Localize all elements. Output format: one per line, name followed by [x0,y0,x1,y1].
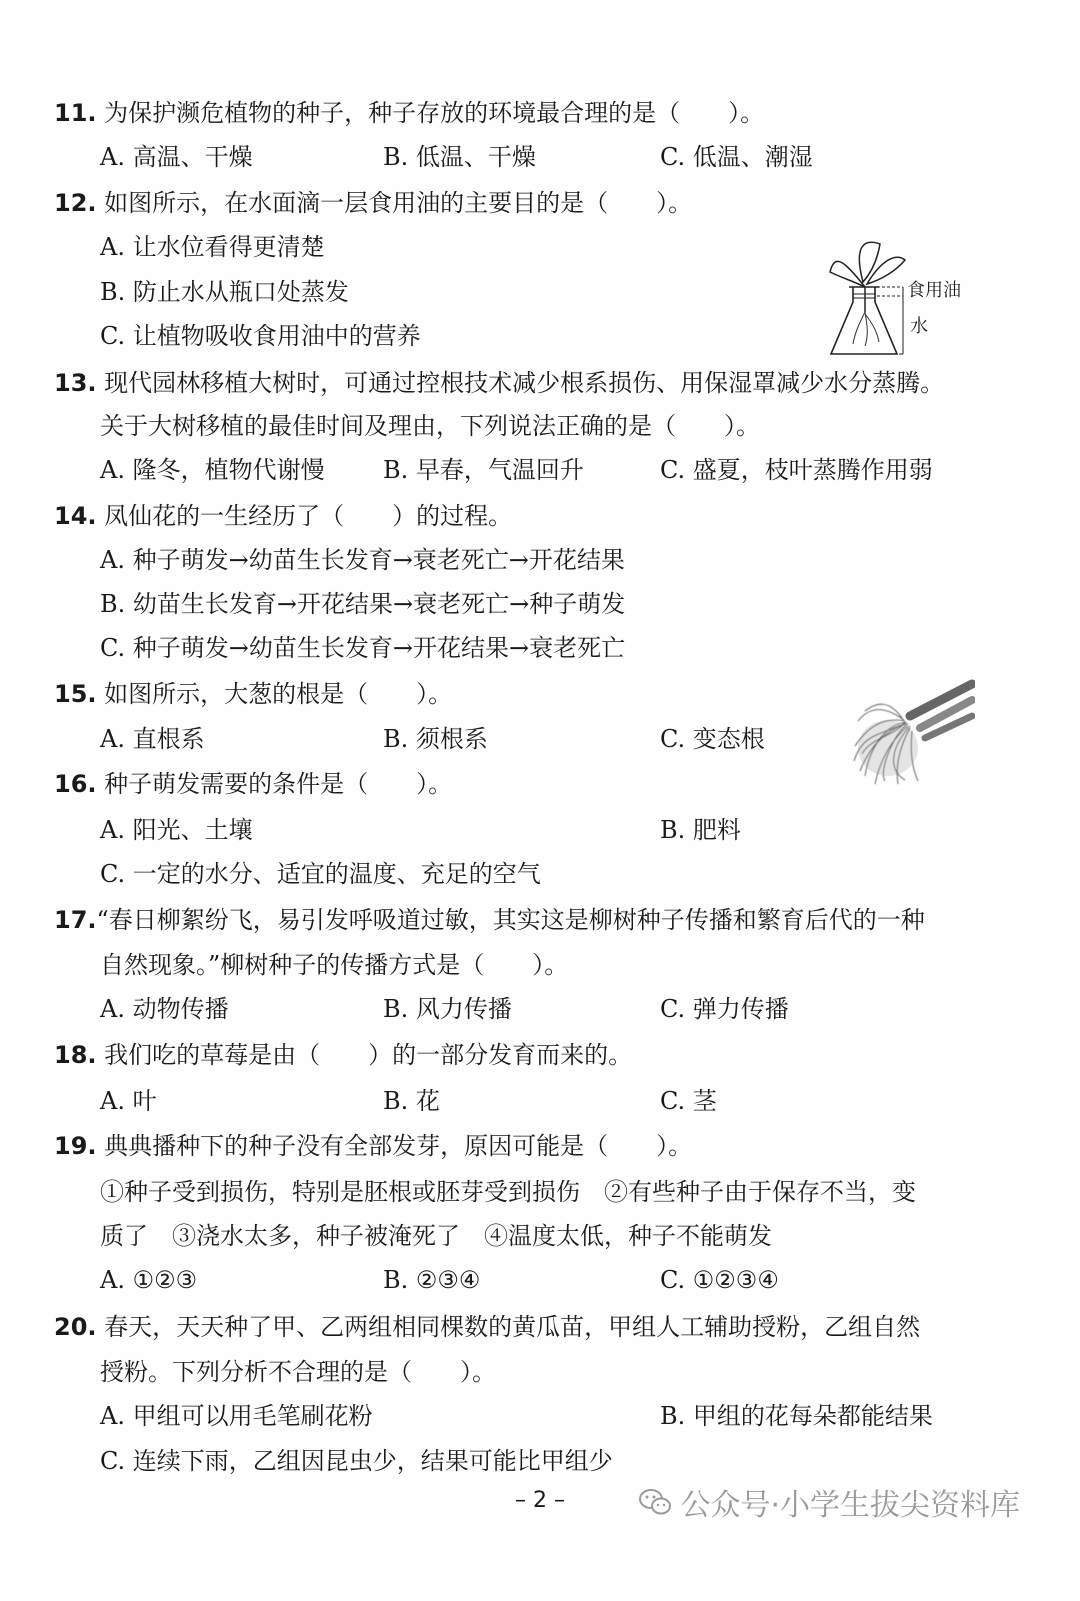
option-16-c: C. 一定的水分、适宜的温度、充足的空气 [100,860,541,888]
scallion-roots-figure [850,676,975,786]
question-19-stem-2: ①种子受到损伤，特别是胚根或胚芽受到损伤 ②有些种子由于保存不当，变 [100,1178,916,1206]
watermark-text: 公众号·小学生拔尖资料库 [680,1488,1020,1523]
option-15-c: C. 变态根 [660,725,765,753]
option-13-c: C. 盛夏，枝叶蒸腾作用弱 [660,456,933,484]
option-17-a: A. 动物传播 [100,995,229,1023]
question-17-stem-2: 自然现象。”柳树种子的传播方式是（ ）。 [100,951,569,979]
water-label: 水 [910,316,928,337]
option-16-a: A. 阳光、土壤 [100,816,253,844]
watermark [638,1480,1020,1524]
option-19-c: C. ①②③④ [660,1266,779,1294]
question-20-stem-2: 授粉。下列分析不合理的是（ ）。 [100,1358,496,1386]
wechat-icon [638,1487,672,1517]
option-20-c: C. 连续下雨，乙组因昆虫少，结果可能比甲组少 [100,1447,613,1475]
question-17-stem: 17.“春日柳絮纷飞，易引发呼吸道过敏，其实这是柳树种子传播和繁育后代的一种 [54,906,925,934]
question-20-stem: 20. 春天，天天种了甲、乙两组相同棵数的黄瓜苗，甲组人工辅助授粉，乙组自然 [54,1313,921,1341]
question-19-stem-3: 质了 ③浇水太多，种子被淹死了 ④温度太低，种子不能萌发 [100,1222,772,1250]
oil-label: 食用油 [907,280,961,301]
option-18-b: B. 花 [383,1087,440,1115]
option-13-a: A. 隆冬，植物代谢慢 [100,456,325,484]
question-13-stem: 13. 现代园林移植大树时，可通过控根技术减少根系损伤、用保湿罩减少水分蒸腾。 [54,369,945,397]
question-11-stem: 11. 为保护濒危植物的种子，种子存放的环境最合理的是（ ）。 [54,99,765,127]
question-19-stem: 19. 典典播种下的种子没有全部发芽，原因可能是（ ）。 [54,1132,693,1160]
option-18-c: C. 茎 [660,1087,717,1115]
question-16-stem: 16. 种子萌发需要的条件是（ ）。 [54,770,453,798]
option-14-c: C. 种子萌发→幼苗生长发育→开花结果→衰老死亡 [100,634,626,662]
option-18-a: A. 叶 [100,1087,157,1115]
option-11-b: B. 低温、干燥 [383,143,536,171]
option-20-a: A. 甲组可以用毛笔刷花粉 [100,1402,373,1430]
question-15-stem: 15. 如图所示，大葱的根是（ ）。 [54,680,453,708]
option-11-a: A. 高温、干燥 [100,143,253,171]
option-15-b: B. 须根系 [383,725,488,753]
option-12-b: B. 防止水从瓶口处蒸发 [100,278,349,306]
option-12-c: C. 让植物吸收食用油中的营养 [100,322,421,350]
question-13-stem-2: 关于大树移植的最佳时间及理由，下列说法正确的是（ ）。 [100,412,760,440]
option-14-a: A. 种子萌发→幼苗生长发育→衰老死亡→开花结果 [100,546,625,574]
option-20-b: B. 甲组的花每朵都能结果 [660,1402,933,1430]
page-number: – 2 – [515,1488,565,1513]
option-16-b: B. 肥料 [660,816,741,844]
option-19-b: B. ②③④ [383,1266,481,1294]
question-18-stem: 18. 我们吃的草莓是由（ ）的一部分发育而来的。 [54,1041,633,1069]
option-14-b: B. 幼苗生长发育→开花结果→衰老死亡→种子萌发 [100,590,626,618]
option-13-b: B. 早春，气温回升 [383,456,584,484]
question-12-stem: 12. 如图所示，在水面滴一层食用油的主要目的是（ ）。 [54,189,693,217]
option-17-b: B. 风力传播 [383,995,512,1023]
option-17-c: C. 弹力传播 [660,995,789,1023]
option-15-a: A. 直根系 [100,725,205,753]
option-12-a: A. 让水位看得更清楚 [100,233,325,261]
question-14-stem: 14. 凤仙花的一生经历了（ ）的过程。 [54,502,513,530]
option-11-c: C. 低温、潮湿 [660,143,813,171]
option-19-a: A. ①②③ [100,1266,198,1294]
